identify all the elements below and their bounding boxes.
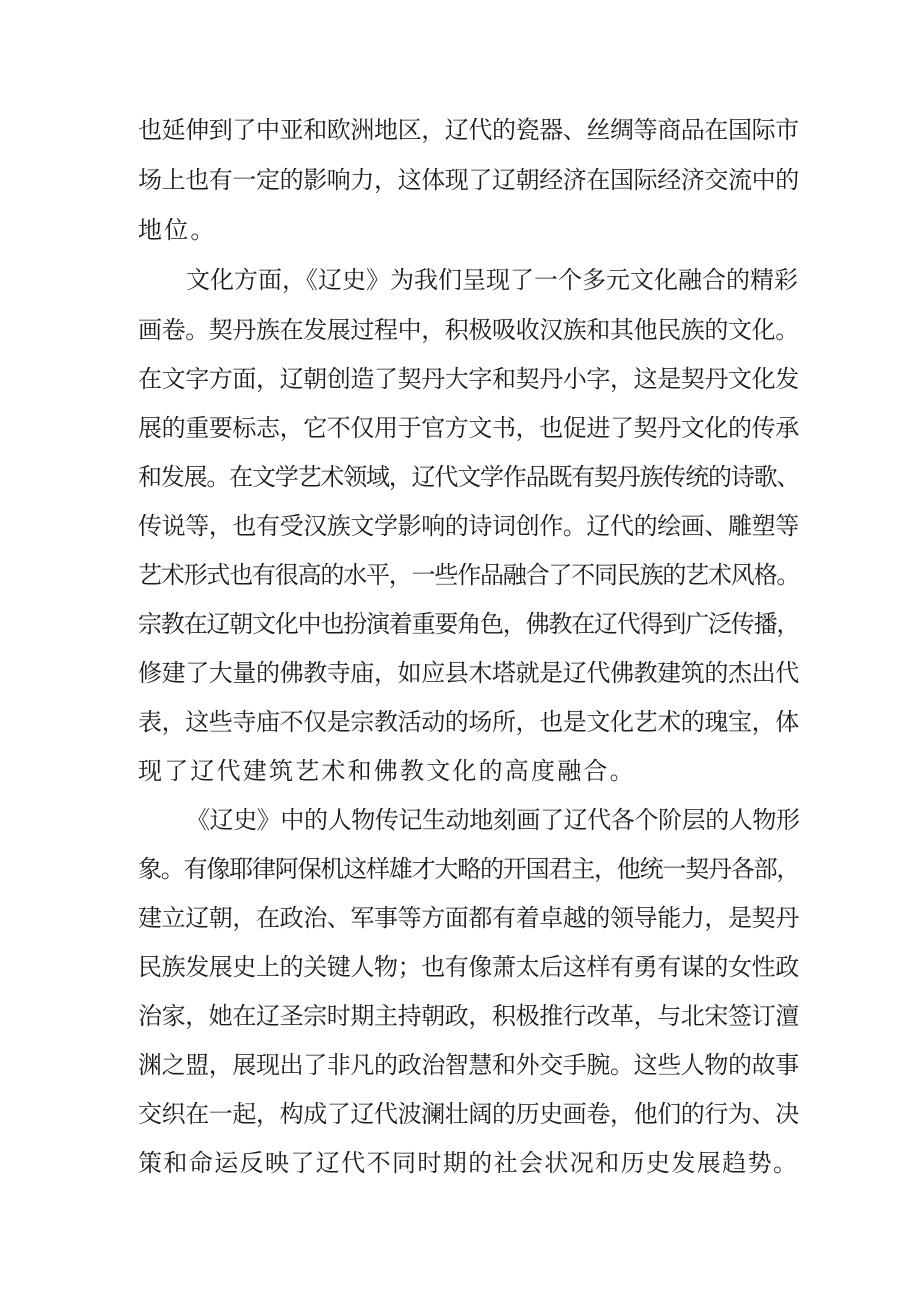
paragraph-1-line-1: 也延伸到了中亚和欧洲地区，辽代的瓷器、丝绸等商品在国际市 <box>138 116 799 144</box>
paragraph-2-line-5: 和发展。在文学艺术领域，辽代文学作品既有契丹族传统的诗歌、 <box>138 463 800 491</box>
paragraph-2-line-3: 在文字方面，辽朝创造了契丹大字和契丹小字，这是契丹文化发 <box>138 365 799 393</box>
paragraph-2-line-6: 传说等，也有受汉族文学影响的诗词创作。辽代的绘画、雕塑等 <box>138 512 799 540</box>
paragraph-3-line-1: 《辽史》中的人物传记生动地刻画了辽代各个阶层的人物形 <box>186 806 800 834</box>
paragraph-3-line-7: 交织在一起，构成了辽代波澜壮阔的历史画卷，他们的行为、决 <box>138 1100 799 1128</box>
paragraph-2-line-1: 文化方面，《辽史》为我们呈现了一个多元文化融合的精彩 <box>186 266 798 294</box>
paragraph-2-line-10: 表，这些寺庙不仅是宗教活动的场所，也是文化艺术的瑰宝，体 <box>138 708 799 736</box>
paragraph-1-line-2: 场上也有一定的影响力，这体现了辽朝经济在国际经济交流中的 <box>138 166 799 194</box>
paragraph-2-line-8: 宗教在辽朝文化中也扮演着重要角色，佛教在辽代得到广泛传播， <box>138 610 800 638</box>
paragraph-3-line-4: 民族发展史上的关键人物；也有像萧太后这样有勇有谋的女性政 <box>138 953 799 981</box>
paragraph-2-line-7: 艺术形式也有很高的水平，一些作品融合了不同民族的艺术风格。 <box>138 561 800 589</box>
paragraph-1-line-3: 地位。 <box>138 216 217 244</box>
paragraph-2-line-2: 画卷。契丹族在发展过程中，积极吸收汉族和其他民族的文化。 <box>138 316 799 344</box>
paragraph-3-line-5: 治家，她在辽圣宗时期主持朝政，积极推行改革，与北宋签订澶 <box>138 1002 799 1030</box>
paragraph-2-line-9: 修建了大量的佛教寺庙，如应县木塔就是辽代佛教建筑的杰出代 <box>138 659 799 687</box>
paragraph-3-line-8: 策和命运反映了辽代不同时期的社会状况和历史发展趋势。 <box>138 1149 799 1177</box>
paragraph-2-line-11: 现了辽代建筑艺术和佛教文化的高度融合。 <box>138 757 636 785</box>
paragraph-2-line-4: 展的重要标志，它不仅用于官方文书，也促进了契丹文化的传承 <box>138 414 799 442</box>
paragraph-3-line-2: 象。有像耶律阿保机这样雄才大略的开国君主，他统一契丹各部， <box>138 855 800 883</box>
paragraph-3-line-3: 建立辽朝，在政治、军事等方面都有着卓越的领导能力，是契丹 <box>138 904 799 932</box>
paragraph-3-line-6: 渊之盟，展现出了非凡的政治智慧和外交手腕。这些人物的故事 <box>138 1051 799 1079</box>
